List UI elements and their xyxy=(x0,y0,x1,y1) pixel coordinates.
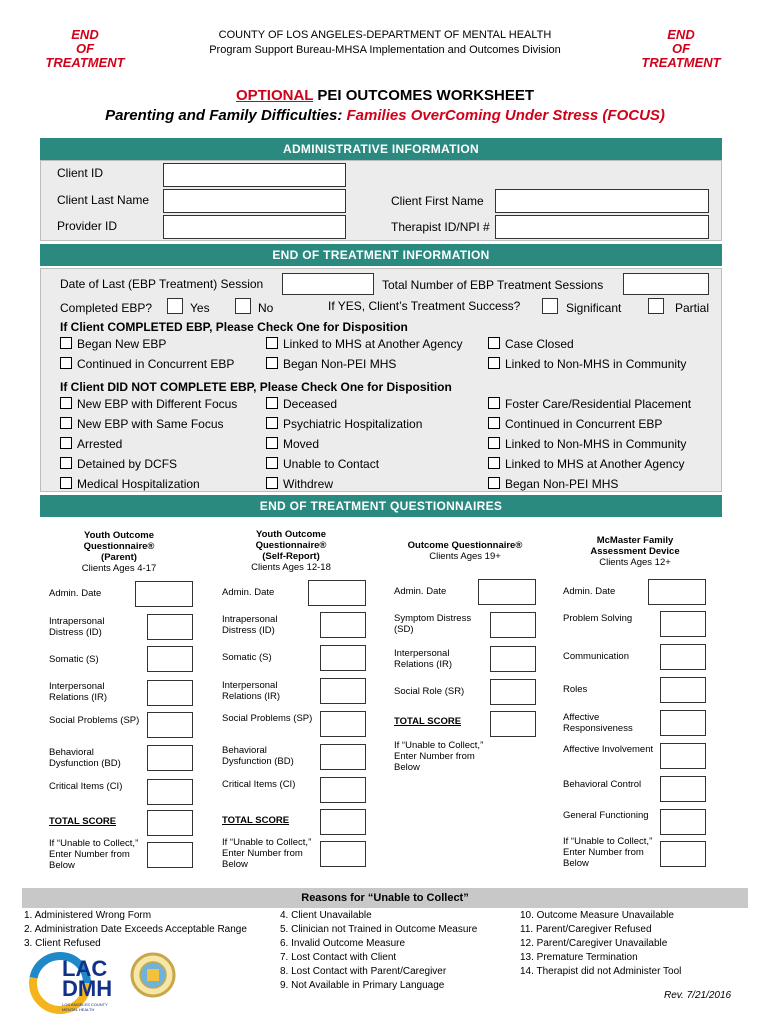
oq-header xyxy=(395,540,535,562)
reason-item: 4. Client Unavailable xyxy=(280,910,372,921)
completed-no-checkbox[interactable] xyxy=(235,298,251,314)
mcmaster-roles-label: Roles xyxy=(563,684,588,695)
completed-ebp-label: Completed EBP? xyxy=(60,301,153,315)
client-last-name-field[interactable] xyxy=(163,189,346,213)
not-completed-option-arrested[interactable] xyxy=(60,437,122,451)
mcmaster-affective-involvement-label: Affective Involvement xyxy=(563,744,654,755)
yoq-parent-somatic-s-label: Somatic (S) xyxy=(49,654,99,665)
not-completed-option-label: Began Non-PEI MHS xyxy=(505,477,619,491)
yoq-parent-intrapersonal-distress-id-field[interactable] xyxy=(147,614,193,640)
reason-item: 8. Lost Contact with Parent/Caregiver xyxy=(280,966,447,977)
oq-admin-date-field[interactable] xyxy=(478,579,536,605)
mcmaster-communication-label: Communication xyxy=(563,651,629,662)
yoq-self-header xyxy=(228,529,354,573)
checkbox-icon[interactable] xyxy=(488,477,500,489)
oq-social-role-sr-field[interactable] xyxy=(490,679,536,705)
mcmaster-header xyxy=(570,535,700,568)
not-completed-option-medical-hospitalization[interactable] xyxy=(60,477,200,491)
yoq-self-if-unable-to-collect-enter-num-label: If “Unable to Collect,” Enter Number from Below xyxy=(222,837,312,870)
oq-total-score-field[interactable] xyxy=(490,711,536,737)
oq-interpersonal-relations-ir-field[interactable] xyxy=(490,646,536,672)
treatment-success-label: If YES, Client’s Treatment Success? xyxy=(328,299,521,313)
checkbox-icon[interactable] xyxy=(488,337,500,349)
mcmaster-h1: McMaster Family xyxy=(596,535,674,546)
mcmaster-communication-field[interactable] xyxy=(660,644,706,670)
yoq-parent-admin-date-field[interactable] xyxy=(135,581,193,607)
yoq-self-somatic-s-label: Somatic (S) xyxy=(222,652,272,663)
not-completed-option-label: Linked to Non-MHS in Community xyxy=(505,437,687,451)
completed-option-continued-in-concurrent-ebp[interactable] xyxy=(60,357,234,371)
checkbox-icon[interactable] xyxy=(488,357,500,369)
significant-label: Significant xyxy=(566,301,622,315)
not-completed-option-unable-to-contact[interactable] xyxy=(266,457,379,471)
not-completed-option-deceased[interactable] xyxy=(266,397,337,411)
corner-right-line1: END xyxy=(667,27,695,42)
end-of-treatment-corner-left xyxy=(30,28,140,70)
yoq-parent-critical-items-ci-field[interactable] xyxy=(147,779,193,805)
not-completed-option-continued-in-concurrent-ebp[interactable] xyxy=(488,417,662,431)
corner-left-line3: TREATMENT xyxy=(45,55,125,70)
reason-item: 5. Clinician not Trained in Outcome Measure xyxy=(280,924,478,935)
yoq-parent-h3: (Parent) xyxy=(101,552,137,563)
yoq-parent-intrapersonal-distress-id-label: Intrapersonal Distress (ID) xyxy=(49,616,105,638)
yoq-parent-interpersonal-relations-ir-label: Interpersonal Relations (IR) xyxy=(49,681,108,703)
mcmaster-problem-solving-field[interactable] xyxy=(660,611,706,637)
yoq-self-ages: Clients Ages 12-18 xyxy=(251,562,331,573)
revision-date: Rev. 7/21/2016 xyxy=(664,990,732,1001)
yoq-self-critical-items-ci-label: Critical Items (CI) xyxy=(222,779,296,790)
yoq-parent-total-score-label: TOTAL SCORE xyxy=(49,816,117,827)
logo-sub: LOS ANGELES COUNTY MENTAL HEALTH xyxy=(62,1002,108,1012)
client-id-label: Client ID xyxy=(57,166,104,180)
yoq-parent-social-problems-sp-label: Social Problems (SP) xyxy=(49,715,140,726)
checkbox-icon[interactable] xyxy=(60,417,72,429)
not-completed-option-label: New EBP with Different Focus xyxy=(77,397,238,411)
county-seal-graphic xyxy=(130,952,176,998)
checkbox-icon[interactable] xyxy=(60,397,72,409)
yoq-self-critical-items-ci-field[interactable] xyxy=(320,777,366,803)
checkbox-icon[interactable] xyxy=(266,437,278,449)
checkbox-icon[interactable] xyxy=(266,417,278,429)
checkbox-icon[interactable] xyxy=(488,397,500,409)
not-completed-option-linked-to-non-mhs-in-community[interactable] xyxy=(488,437,686,451)
reason-item: 13. Premature Termination xyxy=(520,952,638,963)
yoq-parent-social-problems-sp-field[interactable] xyxy=(147,712,193,738)
client-id-field[interactable] xyxy=(163,163,346,187)
checkbox-icon[interactable] xyxy=(60,477,72,489)
not-completed-disposition-heading: If Client DID NOT COMPLETE EBP, Please Check One for Disposition xyxy=(60,380,452,394)
not-completed-option-new-ebp-with-different-focus[interactable] xyxy=(60,397,237,411)
mcmaster-roles-field[interactable] xyxy=(660,677,706,703)
date-last-session-label: Date of Last (EBP Treatment) Session xyxy=(60,277,264,291)
completed-disposition-heading: If Client COMPLETED EBP, Please Check One for Disposition xyxy=(60,320,408,334)
not-completed-option-psychiatric-hospitalization[interactable] xyxy=(266,417,422,431)
mcmaster-general-functioning-field[interactable] xyxy=(660,809,706,835)
oq-symptom-distress-sd-field[interactable] xyxy=(490,612,536,638)
yoq-self-behavioral-dysfunction-bd-field[interactable] xyxy=(320,744,366,770)
completed-option-label: Linked to Non-MHS in Community xyxy=(505,357,687,371)
mcmaster-admin-date-label: Admin. Date xyxy=(563,586,616,597)
not-completed-option-label: Detained by DCFS xyxy=(77,457,178,471)
completed-yes-label: Yes xyxy=(190,301,210,315)
yoq-self-intrapersonal-distress-id-label: Intrapersonal Distress (ID) xyxy=(222,614,278,636)
not-completed-option-moved[interactable] xyxy=(266,437,319,451)
title-rest: PEI OUTCOMES WORKSHEET xyxy=(313,87,535,104)
yoq-parent-h2: Questionnaire® xyxy=(83,541,155,552)
checkbox-icon[interactable] xyxy=(488,437,500,449)
partial-checkbox[interactable] xyxy=(648,298,664,314)
mcmaster-affective-involvement-field[interactable] xyxy=(660,743,706,769)
reason-item: 7. Lost Contact with Client xyxy=(280,952,397,963)
completed-option-label: Case Closed xyxy=(505,337,574,351)
checkbox-icon[interactable] xyxy=(266,397,278,409)
yoq-parent-h1: Youth Outcome xyxy=(83,530,155,541)
reason-item: 11. Parent/Caregiver Refused xyxy=(520,924,652,935)
reasons-bar: Reasons for “Unable to Collect” xyxy=(22,888,748,908)
checkbox-icon[interactable] xyxy=(266,477,278,489)
logo-dmh: DMH xyxy=(62,976,113,1001)
completed-option-linked-to-mhs-at-another-agency[interactable] xyxy=(266,337,462,351)
not-completed-option-withdrew[interactable] xyxy=(266,477,333,491)
mcmaster-admin-date-field[interactable] xyxy=(648,579,706,605)
end-of-treatment-corner-right xyxy=(626,28,736,70)
mcmaster-general-functioning-label: General Functioning xyxy=(563,810,649,821)
yoq-self-behavioral-dysfunction-bd-label: Behavioral Dysfunction (BD) xyxy=(222,745,294,767)
not-completed-option-label: Psychiatric Hospitalization xyxy=(283,417,423,431)
checkbox-icon[interactable] xyxy=(60,457,72,469)
page-subtitle xyxy=(0,107,770,124)
checkbox-icon[interactable] xyxy=(266,337,278,349)
completed-option-label: Began Non-PEI MHS xyxy=(283,357,397,371)
mcmaster-affective-responsiveness-label: Affective Responsiveness xyxy=(563,712,633,734)
not-completed-option-label: New EBP with Same Focus xyxy=(77,417,224,431)
eot-section-bar: END OF TREATMENT INFORMATION xyxy=(40,244,722,266)
yoq-parent-if-unable-to-collect-enter-num-label: If “Unable to Collect,” Enter Number from Below xyxy=(49,838,139,871)
mcmaster-if-unable-to-collect-enter-num-field[interactable] xyxy=(660,841,706,867)
not-completed-option-label: Medical Hospitalization xyxy=(77,477,200,491)
completed-option-linked-to-non-mhs-in-community[interactable] xyxy=(488,357,686,371)
yoq-parent-behavioral-dysfunction-bd-label: Behavioral Dysfunction (BD) xyxy=(49,747,121,769)
not-completed-option-detained-by-dcfs[interactable] xyxy=(60,457,177,471)
yoq-parent-interpersonal-relations-ir-field[interactable] xyxy=(147,680,193,706)
yoq-self-total-score-label: TOTAL SCORE xyxy=(222,815,290,826)
oq-h1: Outcome Questionnaire® xyxy=(407,540,523,551)
reason-item: 14. Therapist did not Administer Tool xyxy=(520,966,682,977)
reason-item: 10. Outcome Measure Unavailable xyxy=(520,910,674,921)
yoq-self-admin-date-label: Admin. Date xyxy=(222,587,275,598)
total-sessions-field[interactable] xyxy=(623,273,709,295)
completed-option-began-non-pei-mhs[interactable] xyxy=(266,357,396,371)
checkbox-icon[interactable] xyxy=(60,337,72,349)
oq-interpersonal-relations-ir-label: Interpersonal Relations (IR) xyxy=(394,648,453,670)
not-completed-option-new-ebp-with-same-focus[interactable] xyxy=(60,417,224,431)
corner-left-line1: END xyxy=(71,27,99,42)
yoq-self-admin-date-field[interactable] xyxy=(308,580,366,606)
yoq-self-if-unable-to-collect-enter-num-field[interactable] xyxy=(320,841,366,867)
client-first-name-field[interactable] xyxy=(495,189,709,213)
oq-if-unable-to-collect-enter-num-label: If “Unable to Collect,” Enter Number from Below xyxy=(394,740,484,773)
checkbox-icon[interactable] xyxy=(488,457,500,469)
yoq-self-interpersonal-relations-ir-field[interactable] xyxy=(320,678,366,704)
date-last-session-field[interactable] xyxy=(282,273,374,295)
completed-no-label: No xyxy=(258,301,274,315)
county-seal xyxy=(130,952,176,998)
completed-option-case-closed[interactable] xyxy=(488,337,574,351)
completed-option-label: Began New EBP xyxy=(77,337,167,351)
checkbox-icon[interactable] xyxy=(488,417,500,429)
mcmaster-behavioral-control-label: Behavioral Control xyxy=(563,779,642,790)
not-completed-option-foster-care-residential-placement[interactable] xyxy=(488,397,691,411)
yoq-self-h1: Youth Outcome xyxy=(255,529,327,540)
yoq-self-interpersonal-relations-ir-label: Interpersonal Relations (IR) xyxy=(222,680,281,702)
not-completed-option-label: Unable to Contact xyxy=(283,457,380,471)
checkbox-icon[interactable] xyxy=(266,457,278,469)
reason-item: 12. Parent/Caregiver Unavailable xyxy=(520,938,668,949)
completed-option-label: Continued in Concurrent EBP xyxy=(77,357,235,371)
partial-label: Partial xyxy=(675,301,710,315)
significant-checkbox[interactable] xyxy=(542,298,558,314)
total-sessions-label: Total Number of EBP Treatment Sessions xyxy=(382,278,604,292)
yoq-parent-behavioral-dysfunction-bd-field[interactable] xyxy=(147,745,193,771)
mcmaster-ages: Clients Ages 12+ xyxy=(599,557,671,568)
yoq-parent-critical-items-ci-label: Critical Items (CI) xyxy=(49,781,123,792)
yoq-self-total-score-field[interactable] xyxy=(320,809,366,835)
page-title xyxy=(0,87,770,104)
corner-right-line3: TREATMENT xyxy=(641,55,721,70)
mcmaster-h2: Assessment Device xyxy=(590,546,680,557)
logo-lac: LAC xyxy=(62,956,108,981)
agency-header xyxy=(165,28,605,58)
mcmaster-behavioral-control-field[interactable] xyxy=(660,776,706,802)
not-completed-option-label: Moved xyxy=(283,437,320,451)
completed-yes-checkbox[interactable] xyxy=(167,298,183,314)
yoq-parent-if-unable-to-collect-enter-num-field[interactable] xyxy=(147,842,193,868)
oq-admin-date-label: Admin. Date xyxy=(394,586,447,597)
agency-line1: COUNTY OF LOS ANGELES-DEPARTMENT OF MENTAL HEALTH xyxy=(218,29,552,41)
questionnaires-section-bar: END OF TREATMENT QUESTIONNAIRES xyxy=(40,495,722,517)
not-completed-option-began-non-pei-mhs[interactable] xyxy=(488,477,618,491)
not-completed-option-label: Linked to MHS at Another Agency xyxy=(505,457,685,471)
mcmaster-if-unable-to-collect-enter-num-label: If “Unable to Collect,” Enter Number from Below xyxy=(563,836,653,869)
therapist-id-label: Therapist ID/NPI # xyxy=(391,220,490,234)
completed-option-began-new-ebp[interactable] xyxy=(60,337,166,351)
reason-item: 3. Client Refused xyxy=(24,938,101,949)
provider-id-label: Provider ID xyxy=(57,219,118,233)
yoq-self-somatic-s-field[interactable] xyxy=(320,645,366,671)
yoq-self-h2: Questionnaire® xyxy=(255,540,327,551)
provider-id-field[interactable] xyxy=(163,215,346,239)
yoq-self-intrapersonal-distress-id-field[interactable] xyxy=(320,612,366,638)
client-first-name-label: Client First Name xyxy=(391,194,484,208)
reason-item: 9. Not Available in Primary Language xyxy=(280,980,445,991)
corner-left-line2: OF xyxy=(75,41,95,56)
yoq-self-social-problems-sp-field[interactable] xyxy=(320,711,366,737)
not-completed-option-label: Continued in Concurrent EBP xyxy=(505,417,663,431)
client-last-name-label: Client Last Name xyxy=(57,193,150,207)
yoq-parent-total-score-field[interactable] xyxy=(147,810,193,836)
checkbox-icon[interactable] xyxy=(266,357,278,369)
agency-line2: Program Support Bureau-MHSA Implementation and Outcomes Division xyxy=(209,44,561,56)
completed-option-label: Linked to MHS at Another Agency xyxy=(283,337,463,351)
yoq-parent-somatic-s-field[interactable] xyxy=(147,646,193,672)
subtitle-black: Parenting and Family Difficulties: xyxy=(105,107,347,124)
admin-section-bar: ADMINISTRATIVE INFORMATION xyxy=(40,138,722,160)
not-completed-option-label: Withdrew xyxy=(283,477,334,491)
reason-item: 2. Administration Date Exceeds Acceptable Range xyxy=(24,924,247,935)
not-completed-option-label: Arrested xyxy=(77,437,123,451)
checkbox-icon[interactable] xyxy=(60,357,72,369)
title-optional: OPTIONAL xyxy=(235,87,314,104)
oq-social-role-sr-label: Social Role (SR) xyxy=(394,686,465,697)
reason-item: 6. Invalid Outcome Measure xyxy=(280,938,406,949)
mcmaster-affective-responsiveness-field[interactable] xyxy=(660,710,706,736)
checkbox-icon[interactable] xyxy=(60,437,72,449)
mcmaster-problem-solving-label: Problem Solving xyxy=(563,613,633,624)
subtitle-red: Families OverComing Under Stress (FOCUS) xyxy=(346,107,665,124)
not-completed-option-linked-to-mhs-at-another-agency[interactable] xyxy=(488,457,684,471)
yoq-parent-admin-date-label: Admin. Date xyxy=(49,588,102,599)
yoq-self-social-problems-sp-label: Social Problems (SP) xyxy=(222,713,313,724)
therapist-id-field[interactable] xyxy=(495,215,709,239)
yoq-self-h3: (Self-Report) xyxy=(262,551,320,562)
oq-total-score-label: TOTAL SCORE xyxy=(394,716,462,727)
not-completed-option-label: Deceased xyxy=(283,397,338,411)
not-completed-option-label: Foster Care/Residential Placement xyxy=(505,397,692,411)
oq-ages: Clients Ages 19+ xyxy=(429,551,501,562)
reason-item: 1. Administered Wrong Form xyxy=(24,910,152,921)
yoq-parent-ages: Clients Ages 4-17 xyxy=(81,563,157,574)
yoq-parent-header xyxy=(56,530,182,574)
corner-right-line2: OF xyxy=(671,41,691,56)
oq-symptom-distress-sd-label: Symptom Distress (SD) xyxy=(394,613,472,635)
